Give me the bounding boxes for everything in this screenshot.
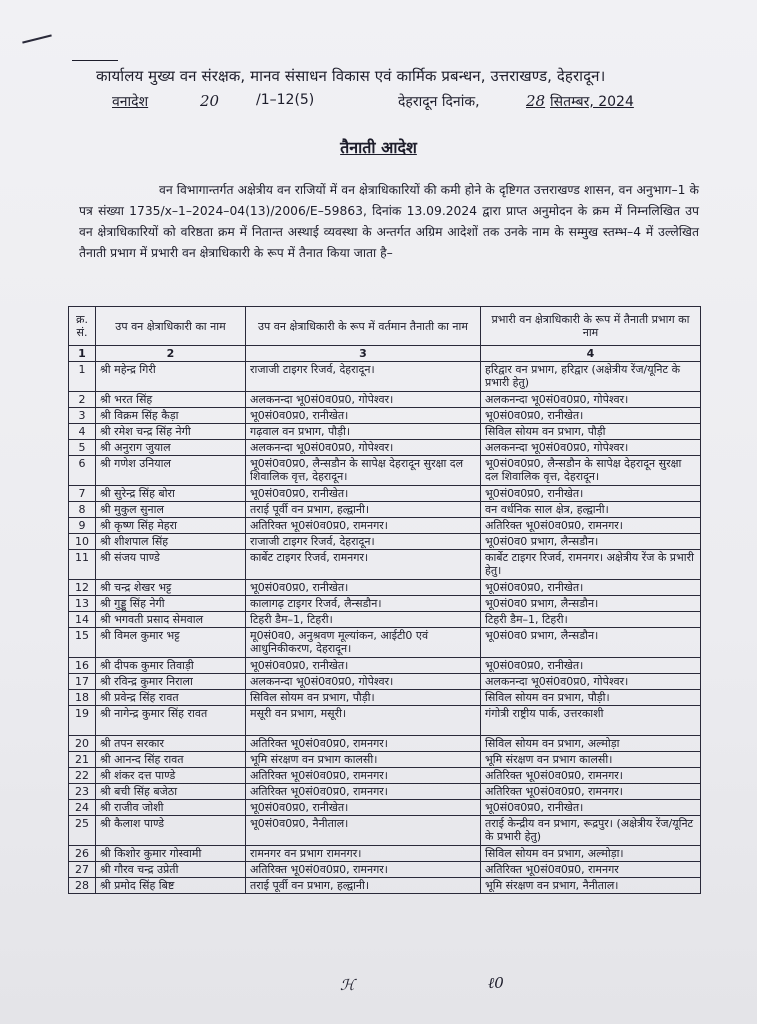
officer-name-cell: श्री भगवती प्रसाद सेमवाल [96,612,246,628]
new-posting-cell: सिविल सोयम वन प्रभाग, पौड़ी [481,424,701,440]
serial-cell: 10 [69,534,96,550]
order-number: 20 [200,92,220,110]
table-row [69,878,701,894]
officer-name-cell: श्री राजीव जोशी [96,800,246,816]
new-posting-cell: भू0सं0व0 प्रभाग, लैन्सडौन। [481,534,701,550]
officer-name-cell: श्री तपन सरकार [96,736,246,752]
current-posting-cell: मसूरी वन प्रभाग, मसूरी। [246,706,481,736]
table-row [69,816,701,846]
order-reference-line [112,92,652,112]
office-heading: कार्यालय मुख्य वन संरक्षक, मानव संसाधन विकास एवं कार्मिक प्रबन्धन, उत्तराखण्ड, देहरादून। [96,67,606,85]
serial-cell: 22 [69,768,96,784]
serial-cell: 21 [69,752,96,768]
current-posting-cell: सिविल सोयम वन प्रभाग, पौड़ी। [246,690,481,706]
officer-name-cell: श्री आनन्द सिंह रावत [96,752,246,768]
serial-cell: 15 [69,628,96,658]
new-posting-cell: भू0सं0व0प्र0, रानीखेत। [481,408,701,424]
serial-cell: 4 [69,424,96,440]
officer-name-cell: श्री भरत सिंह [96,392,246,408]
current-posting-cell: तराई पूर्वी वन प्रभाग, हल्द्वानी। [246,502,481,518]
serial-cell: 7 [69,486,96,502]
current-posting-cell: अतिरिक्त भू0सं0व0प्र0, रामनगर। [246,518,481,534]
serial-cell: 13 [69,596,96,612]
current-posting-cell: गढ़वाल वन प्रभाग, पौड़ी। [246,424,481,440]
officer-name-cell: श्री मुकुल सुनाल [96,502,246,518]
officer-name-cell: श्री महेन्द्र गिरी [96,362,246,392]
date-month-year: सितम्बर, 2024 [550,94,634,110]
serial-cell: 9 [69,518,96,534]
current-posting-cell: तराई पूर्वी वन प्रभाग, हल्द्वानी। [246,878,481,894]
table-row [69,658,701,674]
table-row [69,596,701,612]
current-posting-cell: मू0सं0व0, अनुश्रवण मूल्यांकन, आईटी0 एवं आधुनिकीकरण, देहरादून। [246,628,481,658]
officer-name-cell: श्री कैलाश पाण्डे [96,816,246,846]
new-posting-cell: भूमि संरक्षण वन प्रभाग, नैनीताल। [481,878,701,894]
officer-name-cell: श्री शंकर दत्त पाण्डे [96,768,246,784]
current-posting-cell: रामनगर वन प्रभाग रामनगर। [246,846,481,862]
table-row [69,862,701,878]
table-row [69,800,701,816]
officer-name-cell: श्री नागेन्द्र कुमार सिंह रावत [96,706,246,736]
table-row [69,424,701,440]
column-number: 2 [96,346,246,362]
current-posting-cell: भू0सं0व0प्र0, रानीखेत। [246,658,481,674]
table-row [69,502,701,518]
serial-cell: 8 [69,502,96,518]
serial-cell: 17 [69,674,96,690]
officer-name-cell: श्री शीशपाल सिंह [96,534,246,550]
new-posting-cell: भू0सं0व0 प्रभाग, लैन्सडौन। [481,628,701,658]
current-posting-cell: भू0सं0व0प्र0, नैनीताल। [246,816,481,846]
table-header-row [69,307,701,346]
officer-name-cell: श्री विक्रम सिंह कैड़ा [96,408,246,424]
table-row [69,736,701,752]
officer-name-cell: श्री रविन्द्र कुमार निराला [96,674,246,690]
serial-cell: 26 [69,846,96,862]
table-row [69,612,701,628]
table-row [69,580,701,596]
current-posting-cell: अलकनन्दा भू0सं0व0प्र0, गोपेश्वर। [246,674,481,690]
document-title [0,136,757,158]
serial-cell: 20 [69,736,96,752]
officer-name-cell: श्री गौरव चन्द्र उप्रेती [96,862,246,878]
new-posting-cell: अतिरिक्त भू0सं0व0प्र0, रामनगर। [481,518,701,534]
new-posting-cell: टिहरी डैम–1, टिहरी। [481,612,701,628]
header-current-posting: उप वन क्षेत्राधिकारी के रूप में वर्तमान तैनाती का नाम [246,307,481,346]
current-posting-cell: अतिरिक्त भू0सं0व0प्र0, रामनगर। [246,736,481,752]
header-name: उप वन क्षेत्राधिकारी का नाम [96,307,246,346]
serial-cell: 25 [69,816,96,846]
table-row [69,518,701,534]
new-posting-cell: भू0सं0व0प्र0, रानीखेत। [481,800,701,816]
serial-cell: 5 [69,440,96,456]
date-day: 28 [526,92,546,110]
table-row [69,392,701,408]
serial-cell: 28 [69,878,96,894]
current-posting-cell: अतिरिक्त भू0सं0व0प्र0, रामनगर। [246,784,481,800]
new-posting-cell: भू0सं0व0प्र0, रानीखेत। [481,580,701,596]
handwritten-initial: ℓ0 [488,974,504,992]
table-row [69,706,701,736]
current-posting-cell: राजाजी टाइगर रिजर्व, देहरादून। [246,534,481,550]
table-row [69,362,701,392]
table-row [69,440,701,456]
officer-name-cell: श्री गुड्डू सिंह नेगी [96,596,246,612]
new-posting-cell: अतिरिक्त भू0सं0व0प्र0, रामनगर। [481,784,701,800]
current-posting-cell: भूमि संरक्षण वन प्रभाग कालसी। [246,752,481,768]
new-posting-cell: सिविल सोयम वन प्रभाग, अल्मोड़ा [481,736,701,752]
officer-name-cell: श्री किशोर कुमार गोस्वामी [96,846,246,862]
new-posting-cell: अलकनन्दा भू0सं0व0प्र0, गोपेश्वर। [481,392,701,408]
current-posting-cell: कालागढ़ टाइगर रिजर्व, लैन्सडौन। [246,596,481,612]
column-number: 3 [246,346,481,362]
new-posting-cell: तराई केन्द्रीय वन प्रभाग, रूद्रपुर। (अक्षेत्रीय रेंज/यूनिट के प्रभारी हेतु) [481,816,701,846]
table-row [69,628,701,658]
new-posting-cell: भू0सं0व0प्र0, रानीखेत। [481,486,701,502]
table-row [69,674,701,690]
serial-cell: 3 [69,408,96,424]
new-posting-cell: अलकनन्दा भू0सं0व0प्र0, गोपेश्वर। [481,440,701,456]
header-serial: क्र. सं. [69,307,96,346]
table-row [69,408,701,424]
new-posting-cell: अतिरिक्त भू0सं0व0प्र0, रामनगर [481,862,701,878]
table-row [69,534,701,550]
intro-text: वन विभागान्तर्गत अक्षेत्रीय वन राजियों में वन क्षेत्राधिकारियों की कमी होने के दृष्टिगत उत्तराखण्ड शासन, वन अनुभाग–1 के पत्र संख्या 1735/x–1–2024–04(13)/2006/E–59863, दिनांक 13.09.2024 द्वारा प्राप्त अनुमोदन के क्रम में निम्नलिखित उप वन क्षेत्राधिकारियों को वरिष्ठता क्रम में नितान्त अस्थाई व्यवस्था के अन्तर्गत अग्रिम आदेशों तक उनके नाम के सम्मुख स्तम्भ–4 में उल्लेखित तैनाती प्रभाग में प्रभारी वन क्षेत्राधिकारी के रूप में तैनात किया जाता है– [79,183,699,260]
serial-cell: 16 [69,658,96,674]
serial-cell: 11 [69,550,96,580]
header-rule [72,60,118,61]
new-posting-cell: भू0सं0व0प्र0, रानीखेत। [481,658,701,674]
current-posting-cell: अतिरिक्त भू0सं0व0प्र0, रामनगर। [246,862,481,878]
new-posting-cell: हरिद्वार वन प्रभाग, हरिद्वार (अक्षेत्रीय रेंज/यूनिट के प्रभारी हेतु) [481,362,701,392]
officer-name-cell: श्री गणेश उनियाल [96,456,246,486]
serial-cell: 24 [69,800,96,816]
officer-name-cell: श्री रमेश चन्द्र सिंह नेगी [96,424,246,440]
new-posting-cell: अलकनन्दा भू0सं0व0प्र0, गोपेश्वर। [481,674,701,690]
officer-name-cell: श्री विमल कुमार भट्ट [96,628,246,658]
order-label: वनादेश [112,94,149,110]
handwritten-initial: ℋ [340,976,355,994]
serial-cell: 18 [69,690,96,706]
new-posting-cell: सिविल सोयम वन प्रभाग, पौड़ी। [481,690,701,706]
officer-name-cell: श्री सुरेन्द्र सिंह बोरा [96,486,246,502]
officer-name-cell: श्री संजय पाण्डे [96,550,246,580]
posting-table [68,306,701,894]
current-posting-cell: भू0सं0व0प्र0, रानीखेत। [246,408,481,424]
new-posting-cell: वन वर्धनिक साल क्षेत्र, हल्द्वानी। [481,502,701,518]
column-number-row [69,346,701,362]
column-number: 1 [69,346,96,362]
serial-cell: 19 [69,706,96,736]
table-row [69,486,701,502]
current-posting-cell: टिहरी डैम–1, टिहरी। [246,612,481,628]
serial-cell: 1 [69,362,96,392]
place-date-label: देहरादून दिनांक, [398,94,480,110]
new-posting-cell: भू0सं0व0प्र0, लैन्सडौन के सापेक्ष देहरादून सुरक्षा दल शिवालिक वृत्त, देहरादून। [481,456,701,486]
table-row [69,768,701,784]
new-posting-cell: भूमि संरक्षण वन प्रभाग कालसी। [481,752,701,768]
current-posting-cell: भू0सं0व0प्र0, रानीखेत। [246,486,481,502]
intro-paragraph [79,180,699,264]
current-posting-cell: अलकनन्दा भू0सं0व0प्र0, गोपेश्वर। [246,440,481,456]
current-posting-cell: राजाजी टाइगर रिजर्व, देहरादून। [246,362,481,392]
officer-name-cell: श्री बची सिंह बजेठा [96,784,246,800]
current-posting-cell: कार्बेट टाइगर रिजर्व, रामनगर। [246,550,481,580]
current-posting-cell: अतिरिक्त भू0सं0व0प्र0, रामनगर। [246,768,481,784]
officer-name-cell: श्री प्रमोद सिंह बिष्ट [96,878,246,894]
officer-name-cell: श्री दीपक कुमार तिवाड़ी [96,658,246,674]
new-posting-cell: भू0सं0व0 प्रभाग, लैन्सडौन। [481,596,701,612]
column-number: 4 [481,346,701,362]
new-posting-cell: अतिरिक्त भू0सं0व0प्र0, रामनगर। [481,768,701,784]
current-posting-cell: भू0सं0व0प्र0, लैन्सडौन के सापेक्ष देहरादून सुरक्षा दल शिवालिक वृत्त, देहरादून। [246,456,481,486]
new-posting-cell: सिविल सोयम वन प्रभाग, अल्मोड़ा। [481,846,701,862]
header-new-posting: प्रभारी वन क्षेत्राधिकारी के रूप में तैनाती प्रभाग का नाम [481,307,701,346]
serial-cell: 2 [69,392,96,408]
order-ref: /1–12(5) [256,92,315,108]
table-row [69,690,701,706]
table-row [69,846,701,862]
new-posting-cell: कार्बेट टाइगर रिजर्व, रामनगर। अक्षेत्रीय रेंज के प्रभारी हेतु। [481,550,701,580]
table-row [69,550,701,580]
table-row [69,752,701,768]
officer-name-cell: श्री प्रवेन्द्र सिंह रावत [96,690,246,706]
serial-cell: 14 [69,612,96,628]
pen-mark [22,34,52,43]
officer-name-cell: श्री कृष्ण सिंह मेहरा [96,518,246,534]
serial-cell: 27 [69,862,96,878]
table-row [69,784,701,800]
current-posting-cell: भू0सं0व0प्र0, रानीखेत। [246,580,481,596]
table-row [69,456,701,486]
current-posting-cell: भू0सं0व0प्र0, रानीखेत। [246,800,481,816]
document-title-text: तैनाती आदेश [340,138,417,157]
new-posting-cell: गंगोत्री राष्ट्रीय पार्क, उत्तरकाशी [481,706,701,736]
serial-cell: 12 [69,580,96,596]
officer-name-cell: श्री चन्द्र शेखर भट्ट [96,580,246,596]
current-posting-cell: अलकनन्दा भू0सं0व0प्र0, गोपेश्वर। [246,392,481,408]
serial-cell: 6 [69,456,96,486]
serial-cell: 23 [69,784,96,800]
officer-name-cell: श्री अनुराग जुयाल [96,440,246,456]
